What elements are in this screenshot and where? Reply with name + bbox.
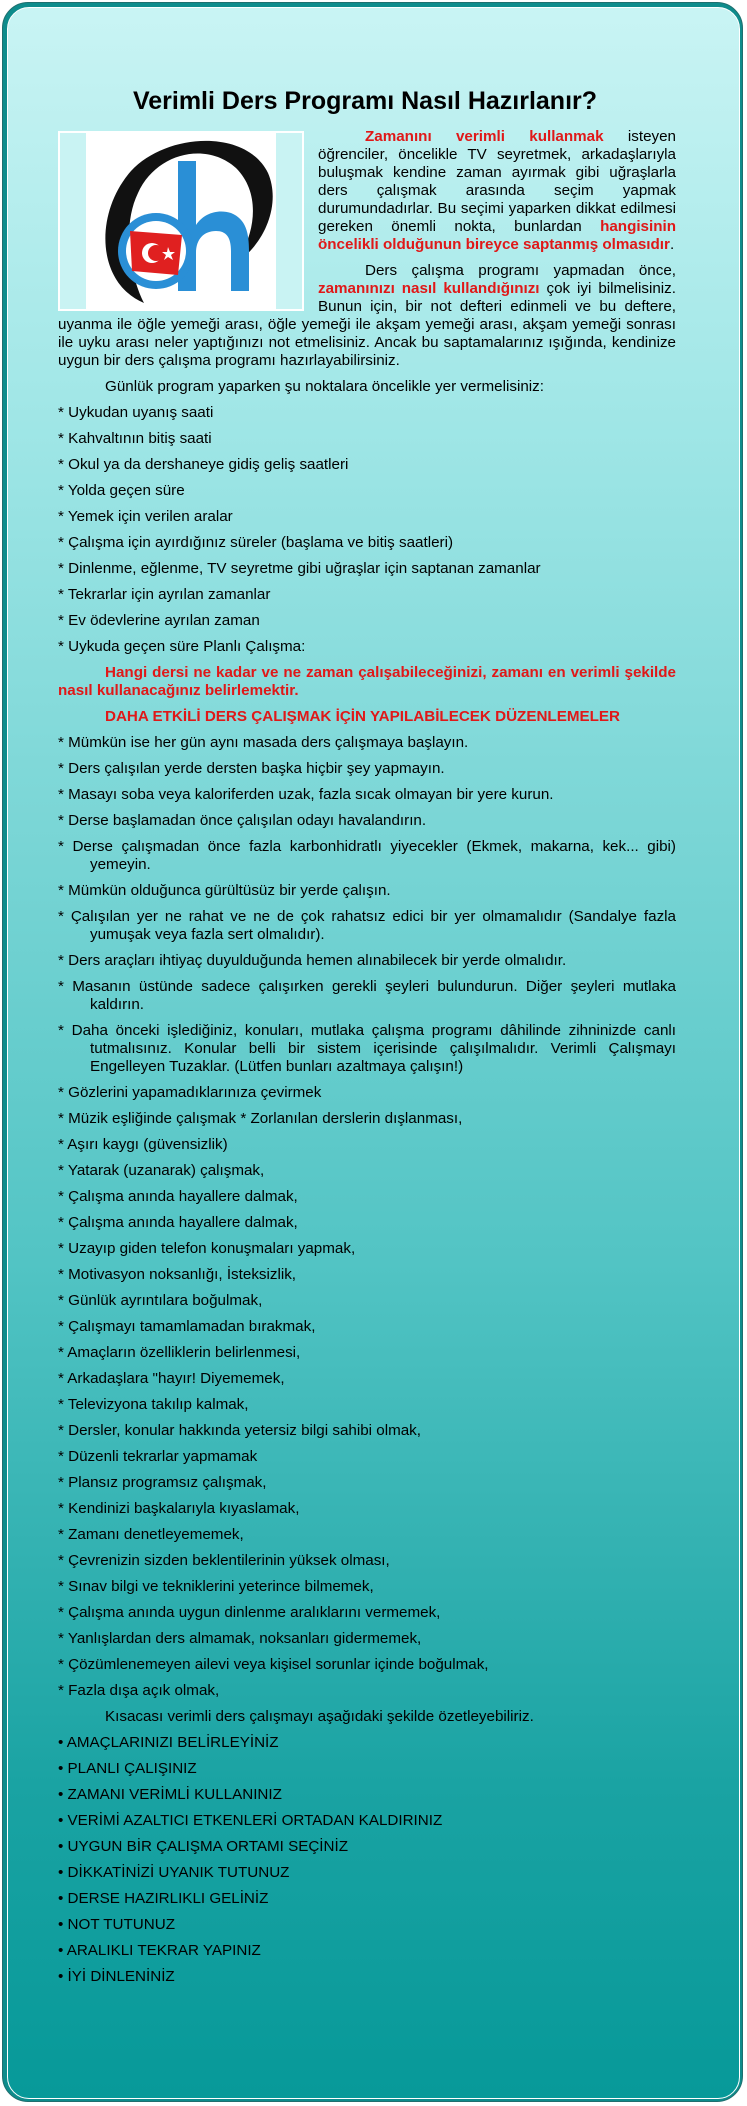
list-item: * Derse başlamadan önce çalışılan odayı havalandırın. <box>58 812 427 829</box>
list-item: * Yolda geçen süre <box>58 482 185 499</box>
oh-logo-icon <box>86 133 276 309</box>
list-item: * Yanlışlardan ders almamak, noksanları gidermemek, <box>58 1630 422 1647</box>
list-item: • DERSE HAZIRLIKLI GELİNİZ <box>58 1890 269 1907</box>
list-item: * Plansız programsız çalışmak, <box>58 1474 267 1491</box>
list-item: * Masayı soba veya kaloriferden uzak, fazla sıcak olmayan bir yere kurun. <box>58 786 554 803</box>
list-item: * Çalışılan yer ne rahat ve ne de çok rahatsız edici bir yer olmamalıdır (Sandalye fazla yumuşak veya fazla sert olmalıdır). <box>58 908 676 943</box>
list-item: • İYİ DİNLENİNİZ <box>58 1968 175 1985</box>
list-item: * Kendinizi başkalarıyla kıyaslamak, <box>58 1500 300 1517</box>
daily-list <box>58 404 676 656</box>
list-item: * Sınav bilgi ve tekniklerini yeterince bilmemek, <box>58 1578 374 1595</box>
list-item: * Amaçların özelliklerin belirlenmesi, <box>58 1344 301 1361</box>
list-item: * Motivasyon noksanlığı, İsteksizlik, <box>58 1266 297 1283</box>
list-item: * Ders araçları ihtiyaç duyulduğunda hemen alınabilecek bir yerde olmalıdır. <box>58 952 567 969</box>
intro-end-1: . <box>669 236 675 253</box>
list-item: * Çalışma anında hayallere dalmak, <box>58 1188 298 1205</box>
list-item: * Çözümlenemeyen ailevi veya kişisel sorunlar içinde boğulmak, <box>58 1656 489 1673</box>
list-item: * Gözlerini yapamadıklarınıza çevirmek <box>58 1084 322 1101</box>
list-item: * Dinlenme, eğlenme, TV seyretme gibi uğraşlar için saptanan zamanlar <box>58 560 541 577</box>
list-item: • ARALIKLI TEKRAR YAPINIZ <box>58 1942 261 1959</box>
list-item: * Müzik eşliğinde çalışmak * Zorlanılan derslerin dışlanması, <box>58 1110 463 1127</box>
list-item: • UYGUN BİR ÇALIŞMA ORTAMI SEÇİNİZ <box>58 1838 348 1855</box>
list-item: * Ders çalışılan yerde dersten başka hiçbir şey yapmayın. <box>58 760 445 777</box>
list-item: * Masanın üstünde sadece çalışırken gerekli şeyleri bulundurun. Diğer şeyleri mutlaka kaldırın. <box>58 978 676 1013</box>
list-item: * Derse çalışmadan önce fazla karbonhidratlı yiyecekler (Ekmek, makarna, kek... gibi) yemeyin. <box>58 838 676 873</box>
list-item: * Çalışmayı tamamlamadan bırakmak, <box>58 1318 316 1335</box>
list-item: * Uykuda geçen süre Planlı Çalışma: <box>58 638 306 655</box>
list-item: * Yatarak (uzanarak) çalışmak, <box>58 1162 265 1179</box>
list-item: * Zamanı denetleyememek, <box>58 1526 244 1543</box>
list-item: * Televizyona takılıp kalmak, <box>58 1396 249 1413</box>
list-item: * Çevrenizin sizden beklentilerinin yüksek olması, <box>58 1552 390 1569</box>
logo-box <box>58 131 304 311</box>
list-item: * Kahvaltının bitiş saati <box>58 430 212 447</box>
list-item: * Fazla dışa açık olmak, <box>58 1682 220 1699</box>
intro-paragraph-3: Günlük program yaparken şu noktalara öncelikle yer vermelisiniz: <box>105 378 544 395</box>
list-item: * Düzenli tekrarlar yapmamak <box>58 1448 258 1465</box>
list-item: • VERİMİ AZALTICI ETKENLERİ ORTADAN KALDIRINIZ <box>58 1812 443 1829</box>
list-item: * Arkadaşlara "hayır! Diyememek, <box>58 1370 285 1387</box>
summary-intro: Kısacası verimli ders çalışmayı aşağıdaki şekilde özetleyebiliriz. <box>105 1708 534 1725</box>
list-item: * Mümkün olduğunca gürültüsüz bir yerde çalışın. <box>58 882 391 899</box>
list-item: * Ev ödevlerine ayrılan zaman <box>58 612 260 629</box>
list-item: • PLANLI ÇALIŞINIZ <box>58 1760 197 1777</box>
tips-list <box>58 734 676 1076</box>
list-item: * Dersler, konular hakkında yetersiz bilgi sahibi olmak, <box>58 1422 421 1439</box>
list-item: * Mümkün ise her gün aynı masada ders çalışmaya başlayın. <box>58 734 469 751</box>
intro-red-1: Zamanını verimli kullanmak <box>365 128 604 145</box>
list-item: * Daha önceki işlediğiniz, konuları, mutlaka çalışma programı dâhilinde zihninizde canlı tutmalısınız. Konular belli bir sistem içerisinde çalışılmalıdır. Verimli Çalışmayı Engelleyen Tuzaklar. (Lütfen bunları azaltmaya çalışın!) <box>58 1022 676 1075</box>
section-heading: DAHA ETKİLİ DERS ÇALIŞMAK İÇİN YAPILABİLECEK DÜZENLEMELER <box>105 708 620 725</box>
list-item: • ZAMANI VERİMLİ KULLANINIZ <box>58 1786 282 1803</box>
intro-red-3: zamanınızı nasıl kullandığınızı <box>318 280 540 297</box>
list-item: * Yemek için verilen aralar <box>58 508 233 525</box>
list-item: * Aşırı kaygı (güvensizlik) <box>58 1136 228 1153</box>
list-item: * Günlük ayrıntılara boğulmak, <box>58 1292 263 1309</box>
list-item: * Çalışma anında uygun dinlenme aralıklarını vermemek, <box>58 1604 441 1621</box>
article <box>58 86 676 1986</box>
red-paragraph: Hangi dersi ne kadar ve ne zaman çalışabileceğinizi, zamanı en verimli şekilde nasıl kullanacağınız belirlemektir. <box>58 664 676 699</box>
page-title: Verimli Ders Programı Nasıl Hazırlanır? <box>132 87 598 115</box>
list-item: * Tekrarlar için ayrılan zamanlar <box>58 586 271 603</box>
list-item: * Uzayıp giden telefon konuşmaları yapmak, <box>58 1240 356 1257</box>
list-item: • NOT TUTUNUZ <box>58 1916 175 1933</box>
traps-list <box>58 1084 676 1700</box>
list-item: * Çalışma anında hayallere dalmak, <box>58 1214 298 1231</box>
summary-list <box>58 1734 676 1986</box>
intro-text-2: çok iyi bilmelisiniz. Bunun için, bir not defteri edinmeli ve bu deftere, uyanma ile öğle yemeği arası, öğle yemeği ile akşam yemeği arası, akşam yemeği sonrası ile uyku arası neler yaptığınızı not etmelisiniz. Ancak bu saptamalarınız ışığında, kendinize uygun bir ders çalışma programı hazırlayabilirsiniz. <box>58 280 676 369</box>
list-item: * Okul ya da dershaneye gidiş geliş saatleri <box>58 456 349 473</box>
intro-text-1: isteyen öğrenciler, öncelikle TV seyretmek, arkadaşlarıyla buluşmak kendine zaman ayırmak gibi uğraşlarla ders çalışmak arasında seçim yapmak durumundadırlar. Bu seçimi yaparken dikkat edilmesi gereken önemli nokta, bunlardan <box>318 128 677 235</box>
intro-start-2: Ders çalışma programı yapmadan önce, <box>365 262 676 279</box>
list-item: * Uykudan uyanış saati <box>58 404 214 421</box>
list-item: • DİKKATİNİZİ UYANIK TUTUNUZ <box>58 1864 290 1881</box>
list-item: * Çalışma için ayırdığınız süreler (başlama ve bitiş saatleri) <box>58 534 454 551</box>
list-item: • AMAÇLARINIZI BELİRLEYİNİZ <box>58 1734 279 1751</box>
intro-red-2: hangisinin öncelikli olduğunun bireyce saptanmış olmasıdır <box>318 218 676 253</box>
